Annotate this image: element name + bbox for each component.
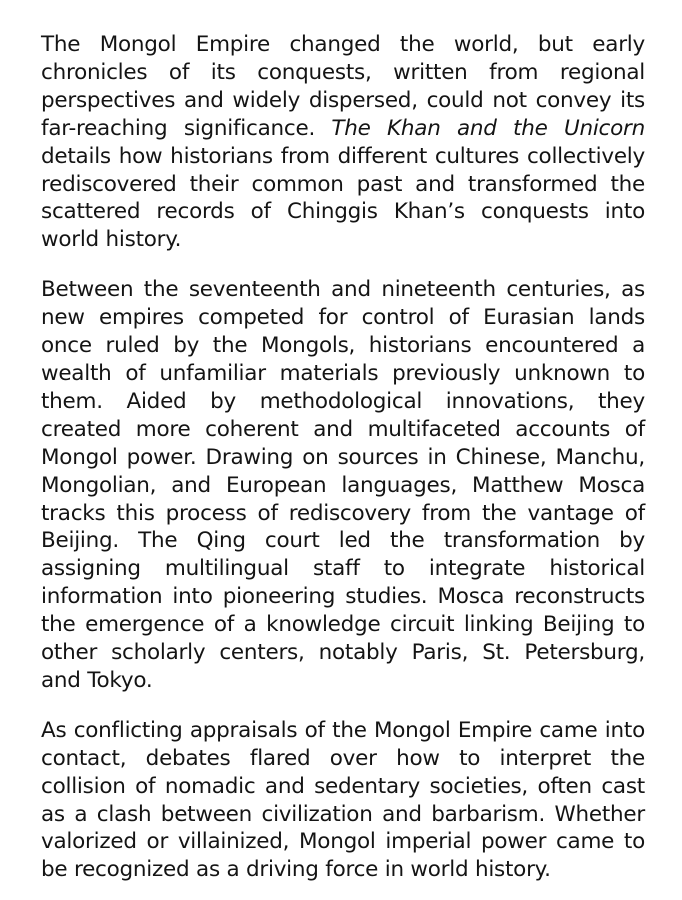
paragraph-2: Between the seventeenth and nineteenth centuries, as new empires competed for control of Eurasian lands once ruled by the Mongols, historians encountered a wealth of unfamiliar materials previously unknown to them. Aided by methodological innovations, they created more coherent and multifaceted accounts of Mongol power. Drawing on sources in Chinese, Manchu, Mongolian, and European languages, Matthew Mosca tracks this process of rediscovery from the vantage of Beijing. The Qing court led the transformation by assigning multilingual staff to integrate historical information into pioneering studies. Mosca reconstructs the emergence of a knowledge circuit linking Beijing to other scholarly centers, notably Paris, St. Petersburg, and Tokyo. (41, 277, 645, 693)
paragraph-1-intro: The Mongol Empire changed the world, but early chronicles of its conquests, written from regional perspectives and widely dispersed, could not convey its far-reaching significance. (41, 32, 645, 141)
book-title: The Khan and the Unicorn (331, 115, 645, 141)
paragraph-3: As conflicting appraisals of the Mongol Empire came into contact, debates flared over how to interpret the collision of nomadic and sedentary societies, often cast as a clash between civilization and barbarism. Whether valorized or villainized, Mongol imperial power came to be recognized as a driving force in world history. (41, 717, 645, 883)
paragraph-1 (41, 31, 645, 254)
book-description (41, 31, 645, 884)
paragraph-1-rest: details how historians from different cultures collectively rediscovered their common past and transformed the scattered records of Chinggis Khan’s conquests into world history. (41, 143, 645, 253)
